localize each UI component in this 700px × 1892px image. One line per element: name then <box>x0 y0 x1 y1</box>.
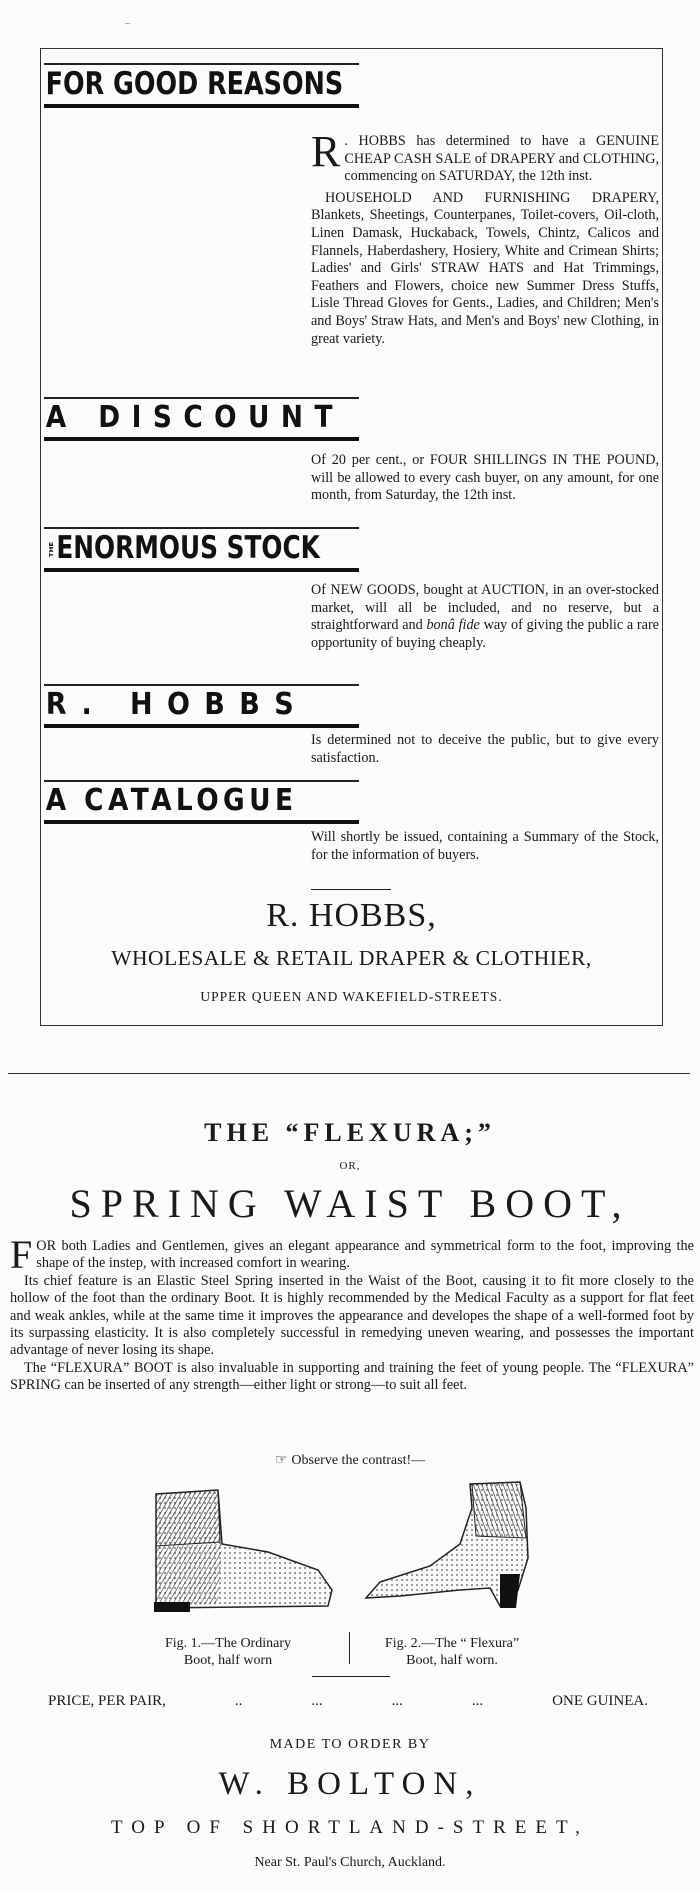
observe-text: Observe the contrast!— <box>291 1453 426 1468</box>
maker-address: TOP OF SHORTLAND-STREET, <box>111 1817 589 1838</box>
pointing-hand-icon: ☞ <box>274 1452 288 1468</box>
advertiser-name: R. HOBBS, <box>266 897 437 934</box>
intro-text <box>311 127 659 352</box>
figure-1-caption <box>118 1635 338 1669</box>
heading-hobbs: R. HOBBS <box>45 687 309 722</box>
flexura-title: THE “FLEXURA;” <box>204 1118 496 1147</box>
catalogue-text: Will shortly be issued, containing a Summary of the Stock, for the information of buyers. <box>311 829 659 863</box>
heading-good-reasons: FOR GOOD REASONS <box>45 66 344 102</box>
figure-2-subtitle: Boot, half worn. <box>406 1653 498 1668</box>
advertiser-trade: WHOLESALE & RETAIL DRAPER & CLOTHIER, <box>111 946 592 970</box>
divider-rule-2 <box>312 1676 390 1677</box>
heading-stock-the: THE <box>48 541 55 558</box>
price-leader-1: .. <box>234 1693 243 1709</box>
flexura-paragraph-3: The “FLEXURA” BOOT is also invaluable in supporting and training the feet of young people. The “FLEXURA” SPRING can be inserted of any strength—either light or strong—to suit all feet. <box>10 1359 694 1394</box>
made-to-order: MADE TO ORDER BY <box>269 1737 431 1752</box>
maker-location: Near St. Paul's Church, Auckland. <box>254 1855 446 1870</box>
price-label: PRICE, PER PAIR, <box>48 1693 166 1709</box>
margin-mark: _ <box>125 14 130 25</box>
figure-1-title: Fig. 1.—The Ordinary <box>165 1636 291 1651</box>
intro-paragraph: . HOBBS has determined to have a GENUINE CHEAP CASH SALE of DRAPERY and CLOTHING, commencing on SATURDAY, the 12th inst. <box>344 133 659 185</box>
heading-stock-label: ENORMOUS STOCK <box>56 530 320 566</box>
discount-text: Of 20 per cent., or FOUR SHILLINGS IN THE POUND, will be allowed to every cash buyer, on any amount, for one month, from Saturday, the 12th inst. <box>311 452 659 504</box>
figure-2-title: Fig. 2.—The “ Flexura” <box>384 1636 520 1651</box>
price-leader-2: ... <box>311 1693 323 1709</box>
heading-discount-block <box>44 397 359 441</box>
heading-stock-block <box>44 527 359 572</box>
heading-good-reasons-block <box>44 63 359 108</box>
price-leader-3: ... <box>391 1693 403 1709</box>
flexura-paragraph-2: Its chief feature is an Elastic Steel Spring inserted in the Waist of the Boot, causing it to fit more closely to the hollow of the foot than the ordinary Boot. It is highly recommended by the Medical Faculty as a support for flat feet and weak ankles, while at the same time it improves the appearance and developes the shape of a well-formed foot by its surpassing elasticity. It is also completely successful in remedying uneven wearing, and possesses the important advantage of never losing its shape. <box>10 1272 694 1359</box>
observe-line <box>0 1452 700 1469</box>
hobbs-text: Is determined not to deceive the public, but to give every satisfaction. <box>311 732 659 766</box>
price-row <box>48 1693 648 1710</box>
heading-stock <box>44 529 320 566</box>
divider-rule <box>311 889 391 890</box>
figure-1-subtitle: Boot, half worn <box>183 1653 273 1668</box>
caption-divider <box>349 1632 350 1664</box>
stock-text-end: way of giving the public a rare opportunity of buying cheaply. <box>311 617 659 651</box>
maker-name: W. BOLTON, <box>218 1766 482 1802</box>
heading-catalogue: A CATALOGUE <box>45 783 298 818</box>
flexura-body <box>10 1232 694 1395</box>
flexura-or: OR, <box>339 1160 361 1172</box>
price-value: ONE GUINEA. <box>552 1693 648 1709</box>
hobbs-advertisement <box>40 48 663 1026</box>
flexura-dropcap: F <box>10 1232 33 1277</box>
figure-2-caption <box>352 1635 552 1669</box>
price-leader-4: ... <box>471 1693 484 1709</box>
heading-hobbs-block <box>44 684 359 728</box>
heading-discount: A DISCOUNT <box>45 400 344 435</box>
stock-text-emphasis: bonâ fide <box>426 617 480 634</box>
flexura-boot-illustration <box>360 1478 560 1614</box>
intro-dropcap: R <box>311 127 341 176</box>
heading-catalogue-block <box>44 780 359 824</box>
flexura-subtitle: SPRING WAIST BOOT, <box>69 1181 631 1226</box>
stock-text <box>311 582 659 652</box>
column-separator <box>8 1073 690 1074</box>
stock-text-start: Of NEW GOODS, bought at AUCTION, in an over-stocked market, will all be included, and no reserve, but a straightforward and <box>311 582 659 634</box>
ordinary-boot-illustration <box>148 1486 338 1614</box>
goods-paragraph: HOUSEHOLD AND FURNISHING DRAPERY, Blankets, Sheetings, Counterpanes, Toilet-covers, Oil-cloth, Linen Damask, Huckaback, Towels, Chintz, Calicos and Flannels, Haberdashery, Hosiery, White and Crimean Shirts; Ladies' and Girls' STRAW HATS and Hat Trimmings, Feathers and Flowers, choice new Summer Dress Stuffs, Lisle Thread Gloves for Gents., Ladies, and Children; Men's and Boys' Straw Hats, and Men's and Boys' new Clothing, in great variety. <box>311 189 659 347</box>
advertiser-address: UPPER QUEEN AND WAKEFIELD-STREETS. <box>200 989 503 1004</box>
flexura-paragraph-1: OR both Ladies and Gentlemen, gives an elegant appearance and symmetrical form to the foot, improving the shape of the instep, with increased comfort in wearing. <box>36 1238 694 1272</box>
